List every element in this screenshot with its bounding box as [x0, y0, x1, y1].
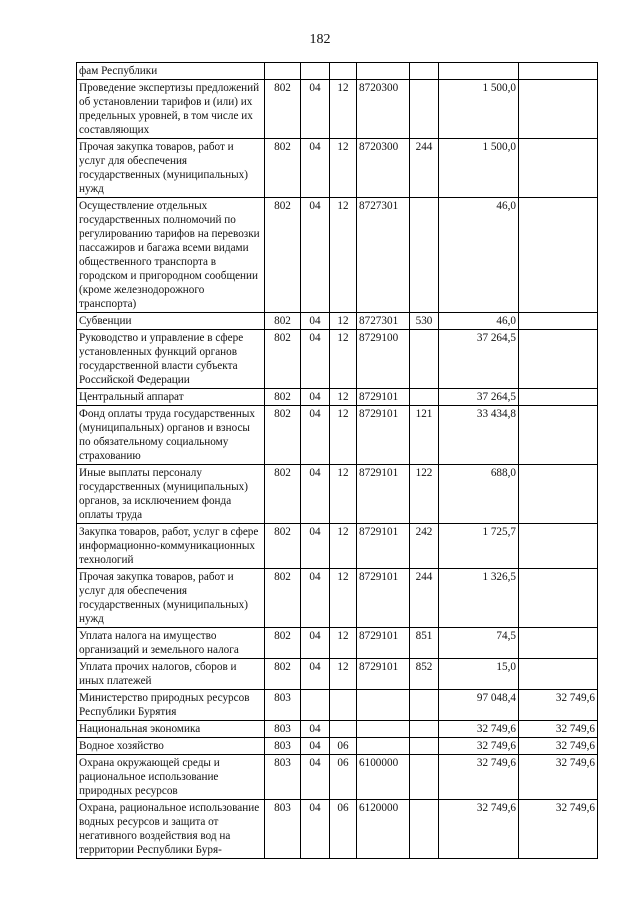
table-row: [77, 80, 598, 139]
item-name-cell: Уплата прочих налогов, сборов и иных платежей: [77, 659, 265, 690]
table-row: [77, 198, 598, 313]
item-name-cell: Национальная экономика: [77, 721, 265, 738]
item-name-cell: Осуществление отдельных государственных полномочий по регулированию тарифов на перевозки пассажиров и багажа всеми видами общественного транспорта в городском и пригородном сообщении (кроме железнодорожного транспорта): [77, 198, 265, 313]
subsection-code-cell: [330, 63, 357, 80]
item-name-cell: Прочая закупка товаров, работ и услуг для обеспечения государственных (муниципальных) нужд: [77, 139, 265, 198]
amount-cell: 32 749,6: [439, 755, 519, 800]
expense-type-code-cell: 242: [410, 524, 439, 569]
target-item-code-cell: 8720300: [357, 139, 410, 198]
subvention-amount-cell: [519, 139, 598, 198]
table-row: [77, 721, 598, 738]
amount-cell: 97 048,4: [439, 690, 519, 721]
target-item-code-cell: [357, 721, 410, 738]
item-name-cell: Охрана окружающей среды и рациональное использование природных ресурсов: [77, 755, 265, 800]
subvention-amount-cell: 32 749,6: [519, 800, 598, 859]
section-code-cell: 04: [301, 524, 330, 569]
table-body: [77, 63, 598, 859]
expense-type-code-cell: [410, 690, 439, 721]
amount-cell: 32 749,6: [439, 721, 519, 738]
item-name-cell: Субвенции: [77, 313, 265, 330]
amount-cell: 46,0: [439, 198, 519, 313]
expense-type-code-cell: 122: [410, 465, 439, 524]
section-code-cell: 04: [301, 330, 330, 389]
expense-type-code-cell: [410, 198, 439, 313]
ministry-code-cell: 803: [265, 690, 301, 721]
item-name-cell: Прочая закупка товаров, работ и услуг для обеспечения государственных (муниципальных) нужд: [77, 569, 265, 628]
expense-type-code-cell: [410, 80, 439, 139]
item-name-cell: Руководство и управление в сфере установленных функций органов государственной власти субъекта Российской Федерации: [77, 330, 265, 389]
subsection-code-cell: 12: [330, 198, 357, 313]
section-code-cell: 04: [301, 659, 330, 690]
subvention-amount-cell: [519, 63, 598, 80]
subvention-amount-cell: [519, 389, 598, 406]
target-item-code-cell: 8720300: [357, 80, 410, 139]
subvention-amount-cell: [519, 465, 598, 524]
table-row: [77, 389, 598, 406]
item-name-cell: Охрана, рациональное использование водных ресурсов и защита от негативного воздействия вод на территории Республики Буря-: [77, 800, 265, 859]
item-name-cell: Фонд оплаты труда государственных (муниципальных) органов и взносы по обязательному социальному страхованию: [77, 406, 265, 465]
table-row: [77, 755, 598, 800]
ministry-code-cell: [265, 63, 301, 80]
subvention-amount-cell: 32 749,6: [519, 690, 598, 721]
amount-cell: 1 500,0: [439, 139, 519, 198]
subsection-code-cell: 12: [330, 465, 357, 524]
table-row: [77, 800, 598, 859]
ministry-code-cell: 803: [265, 738, 301, 755]
ministry-code-cell: 802: [265, 313, 301, 330]
subsection-code-cell: 12: [330, 659, 357, 690]
amount-cell: 37 264,5: [439, 389, 519, 406]
target-item-code-cell: 8729101: [357, 524, 410, 569]
table-row: [77, 406, 598, 465]
table-row: [77, 569, 598, 628]
ministry-code-cell: 802: [265, 659, 301, 690]
table-row: [77, 738, 598, 755]
subsection-code-cell: 12: [330, 569, 357, 628]
ministry-code-cell: 802: [265, 524, 301, 569]
expense-type-code-cell: [410, 755, 439, 800]
section-code-cell: 04: [301, 80, 330, 139]
item-name-cell: Уплата налога на имущество организаций и земельного налога: [77, 628, 265, 659]
target-item-code-cell: 8729101: [357, 659, 410, 690]
target-item-code-cell: [357, 738, 410, 755]
ministry-code-cell: 802: [265, 569, 301, 628]
table-row: [77, 465, 598, 524]
expense-type-code-cell: [410, 63, 439, 80]
subsection-code-cell: 06: [330, 738, 357, 755]
expense-type-code-cell: 851: [410, 628, 439, 659]
subvention-amount-cell: [519, 80, 598, 139]
ministry-code-cell: 802: [265, 80, 301, 139]
target-item-code-cell: 8729101: [357, 628, 410, 659]
section-code-cell: 04: [301, 465, 330, 524]
target-item-code-cell: 8729101: [357, 465, 410, 524]
expense-type-code-cell: 530: [410, 313, 439, 330]
section-code-cell: 04: [301, 628, 330, 659]
subsection-code-cell: [330, 721, 357, 738]
amount-cell: 46,0: [439, 313, 519, 330]
expense-type-code-cell: [410, 721, 439, 738]
subvention-amount-cell: [519, 330, 598, 389]
table-row: [77, 659, 598, 690]
ministry-code-cell: 802: [265, 139, 301, 198]
target-item-code-cell: 8729100: [357, 330, 410, 389]
item-name-cell: Министерство природных ресурсов Республики Бурятия: [77, 690, 265, 721]
section-code-cell: 04: [301, 721, 330, 738]
section-code-cell: [301, 63, 330, 80]
expense-type-code-cell: [410, 738, 439, 755]
ministry-code-cell: 802: [265, 465, 301, 524]
ministry-code-cell: 803: [265, 721, 301, 738]
section-code-cell: 04: [301, 313, 330, 330]
target-item-code-cell: 8729101: [357, 389, 410, 406]
target-item-code-cell: 6120000: [357, 800, 410, 859]
expense-type-code-cell: 121: [410, 406, 439, 465]
section-code-cell: 04: [301, 139, 330, 198]
table-row: [77, 139, 598, 198]
amount-cell: 33 434,8: [439, 406, 519, 465]
amount-cell: 32 749,6: [439, 800, 519, 859]
section-code-cell: 04: [301, 198, 330, 313]
page-number: 182: [309, 32, 331, 47]
amount-cell: 15,0: [439, 659, 519, 690]
table-row: [77, 313, 598, 330]
subsection-code-cell: 12: [330, 389, 357, 406]
subsection-code-cell: 12: [330, 139, 357, 198]
amount-cell: 74,5: [439, 628, 519, 659]
subsection-code-cell: [330, 690, 357, 721]
target-item-code-cell: 8729101: [357, 406, 410, 465]
subvention-amount-cell: [519, 406, 598, 465]
target-item-code-cell: 8727301: [357, 313, 410, 330]
section-code-cell: 04: [301, 755, 330, 800]
table-row: [77, 690, 598, 721]
ministry-code-cell: 802: [265, 330, 301, 389]
subsection-code-cell: 12: [330, 80, 357, 139]
table-row: [77, 63, 598, 80]
section-code-cell: 04: [301, 389, 330, 406]
ministry-code-cell: 803: [265, 755, 301, 800]
item-name-cell: Иные выплаты персоналу государственных (муниципальных) органов, за исключением фонда оплаты труда: [77, 465, 265, 524]
subsection-code-cell: 12: [330, 406, 357, 465]
amount-cell: 1 725,7: [439, 524, 519, 569]
target-item-code-cell: [357, 690, 410, 721]
target-item-code-cell: [357, 63, 410, 80]
table-row: [77, 330, 598, 389]
ministry-code-cell: 802: [265, 198, 301, 313]
amount-cell: 1 326,5: [439, 569, 519, 628]
section-code-cell: 04: [301, 406, 330, 465]
subsection-code-cell: 12: [330, 628, 357, 659]
budget-table: [76, 62, 598, 859]
subsection-code-cell: 12: [330, 330, 357, 389]
subvention-amount-cell: [519, 524, 598, 569]
target-item-code-cell: 8727301: [357, 198, 410, 313]
expense-type-code-cell: 244: [410, 569, 439, 628]
subvention-amount-cell: [519, 628, 598, 659]
section-code-cell: [301, 690, 330, 721]
section-code-cell: 04: [301, 569, 330, 628]
ministry-code-cell: 802: [265, 406, 301, 465]
section-code-cell: 04: [301, 738, 330, 755]
section-code-cell: 04: [301, 800, 330, 859]
subsection-code-cell: 06: [330, 755, 357, 800]
subsection-code-cell: 06: [330, 800, 357, 859]
subvention-amount-cell: [519, 313, 598, 330]
amount-cell: 32 749,6: [439, 738, 519, 755]
expense-type-code-cell: 852: [410, 659, 439, 690]
subvention-amount-cell: 32 749,6: [519, 755, 598, 800]
subsection-code-cell: 12: [330, 313, 357, 330]
amount-cell: 1 500,0: [439, 80, 519, 139]
subvention-amount-cell: [519, 198, 598, 313]
expense-type-code-cell: 244: [410, 139, 439, 198]
amount-cell: [439, 63, 519, 80]
expense-type-code-cell: [410, 330, 439, 389]
ministry-code-cell: 802: [265, 389, 301, 406]
item-name-cell: Закупка товаров, работ, услуг в сфере информационно-коммуникационных технологий: [77, 524, 265, 569]
ministry-code-cell: 802: [265, 628, 301, 659]
target-item-code-cell: 6100000: [357, 755, 410, 800]
subvention-amount-cell: [519, 569, 598, 628]
ministry-code-cell: 803: [265, 800, 301, 859]
table-row: [77, 524, 598, 569]
subvention-amount-cell: 32 749,6: [519, 738, 598, 755]
item-name-cell: Водное хозяйство: [77, 738, 265, 755]
expense-type-code-cell: [410, 389, 439, 406]
amount-cell: 37 264,5: [439, 330, 519, 389]
amount-cell: 688,0: [439, 465, 519, 524]
subvention-amount-cell: 32 749,6: [519, 721, 598, 738]
subsection-code-cell: 12: [330, 524, 357, 569]
expense-type-code-cell: [410, 800, 439, 859]
target-item-code-cell: 8729101: [357, 569, 410, 628]
item-name-cell: Центральный аппарат: [77, 389, 265, 406]
subvention-amount-cell: [519, 659, 598, 690]
item-name-cell: Проведение экспертизы предложений об установлении тарифов и (или) их предельных уровней, в том числе их составляющих: [77, 80, 265, 139]
item-name-cell: фам Республики: [77, 63, 265, 80]
table-row: [77, 628, 598, 659]
